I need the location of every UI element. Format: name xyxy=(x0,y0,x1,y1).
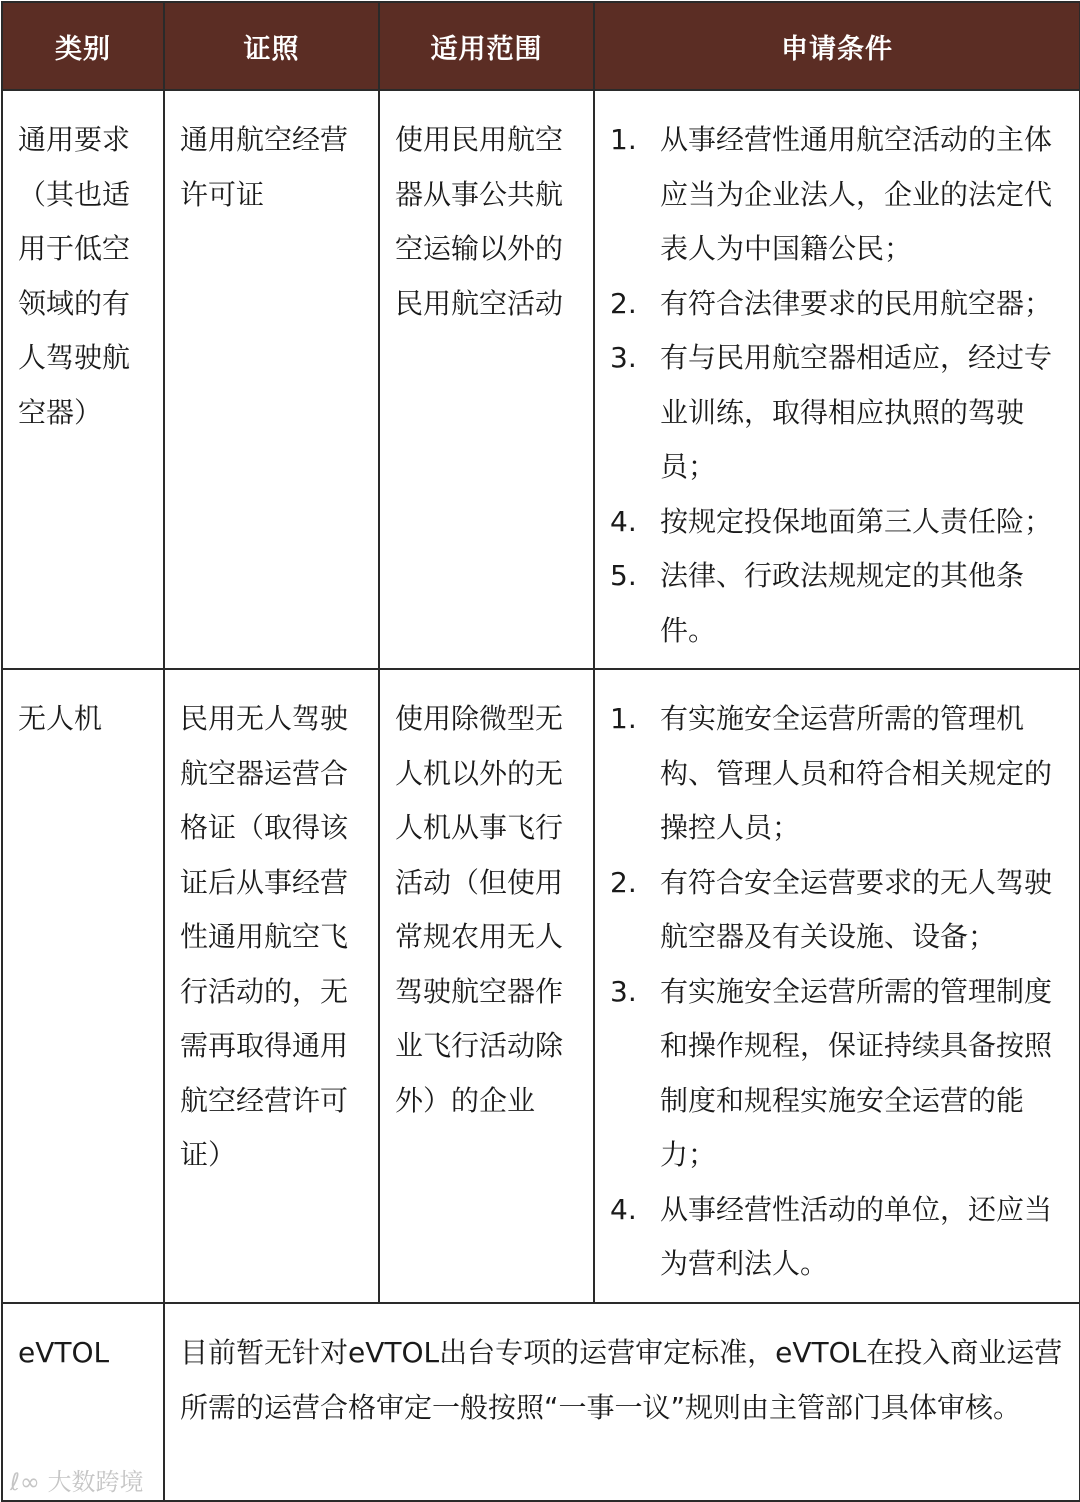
header-scope: 适用范围 xyxy=(379,2,594,90)
condition-item xyxy=(610,277,1065,332)
conditions-cell xyxy=(594,669,1080,1303)
conditions-cell xyxy=(594,90,1080,669)
watermark-text: 大数跨境 xyxy=(47,1468,144,1496)
condition-number: 3. xyxy=(610,341,637,374)
condition-text: 有实施安全运营所需的管理机构、管理人员和符合相关规定的操控人员； xyxy=(660,702,1053,844)
condition-item xyxy=(610,331,1065,495)
condition-item xyxy=(610,965,1065,1183)
condition-number: 2. xyxy=(610,286,637,320)
scope-cell: 使用民用航空器从事公共航空运输以外的民用航空活动 xyxy=(379,90,594,669)
condition-text: 有符合法律要求的民用航空器； xyxy=(660,286,1053,320)
category-cell: 通用要求（其也适用于低空领域的有人驾驶航空器） xyxy=(2,90,164,669)
scope-cell: 使用除微型无人机以外的无人机从事飞行活动（但使用常规农用无人驾驶航空器作业飞行活动除外）的企业 xyxy=(379,669,594,1303)
category-cell: eVTOL xyxy=(2,1303,164,1501)
table-row xyxy=(2,669,1080,1303)
condition-item xyxy=(610,1183,1065,1292)
conditions-list xyxy=(610,692,1065,1292)
table-row xyxy=(2,1303,1080,1501)
condition-text: 从事经营性活动的单位，还应当为营利法人。 xyxy=(660,1192,1053,1280)
evtol-description-cell: 目前暂无针对eVTOL出台专项的运营审定标准，eVTOL在投入商业运营所需的运营合格审定一般按照“一事一议”规则由主管部门具体审核。 xyxy=(164,1303,1080,1501)
condition-text: 有与民用航空器相适应，经过专业训练，取得相应执照的驾驶员； xyxy=(660,341,1053,483)
header-conditions: 申请条件 xyxy=(594,2,1080,90)
condition-text: 有符合安全运营要求的无人驾驶航空器及有关设施、设备； xyxy=(660,865,1053,953)
condition-number: 2. xyxy=(610,865,637,899)
header-category: 类别 xyxy=(2,2,164,90)
condition-text: 有实施安全运营所需的管理制度和操作规程，保证持续具备按照制度和规程实施安全运营的能力； xyxy=(660,974,1053,1171)
watermark-logo-icon: ℓ∞ xyxy=(10,1468,48,1496)
condition-text: 按规定投保地面第三人责任险； xyxy=(660,504,1053,538)
condition-number: 5. xyxy=(610,559,637,592)
condition-item xyxy=(610,495,1065,550)
license-cell: 民用无人驾驶航空器运营合格证（取得该证后从事经营性通用航空飞行活动的，无需再取得通用航空经营许可证） xyxy=(164,669,379,1303)
conditions-list xyxy=(610,113,1065,658)
table-row xyxy=(2,90,1080,669)
license-requirements-table xyxy=(1,1,1080,1502)
condition-item xyxy=(610,692,1065,856)
condition-number: 1. xyxy=(610,702,637,735)
license-cell: 通用航空经营许可证 xyxy=(164,90,379,669)
condition-text: 从事经营性通用航空活动的主体应当为企业法人，企业的法定代表人为中国籍公民； xyxy=(660,123,1053,265)
header-row xyxy=(2,2,1080,90)
watermark xyxy=(10,1462,144,1497)
condition-number: 3. xyxy=(610,974,637,1008)
condition-number: 1. xyxy=(610,123,637,156)
header-license: 证照 xyxy=(164,2,379,90)
category-cell: 无人机 xyxy=(2,669,164,1303)
condition-text: 法律、行政法规规定的其他条件。 xyxy=(660,559,1025,647)
condition-number: 4. xyxy=(610,1192,637,1226)
condition-number: 4. xyxy=(610,504,637,538)
condition-item xyxy=(610,549,1065,658)
condition-item xyxy=(610,856,1065,965)
condition-item xyxy=(610,113,1065,277)
